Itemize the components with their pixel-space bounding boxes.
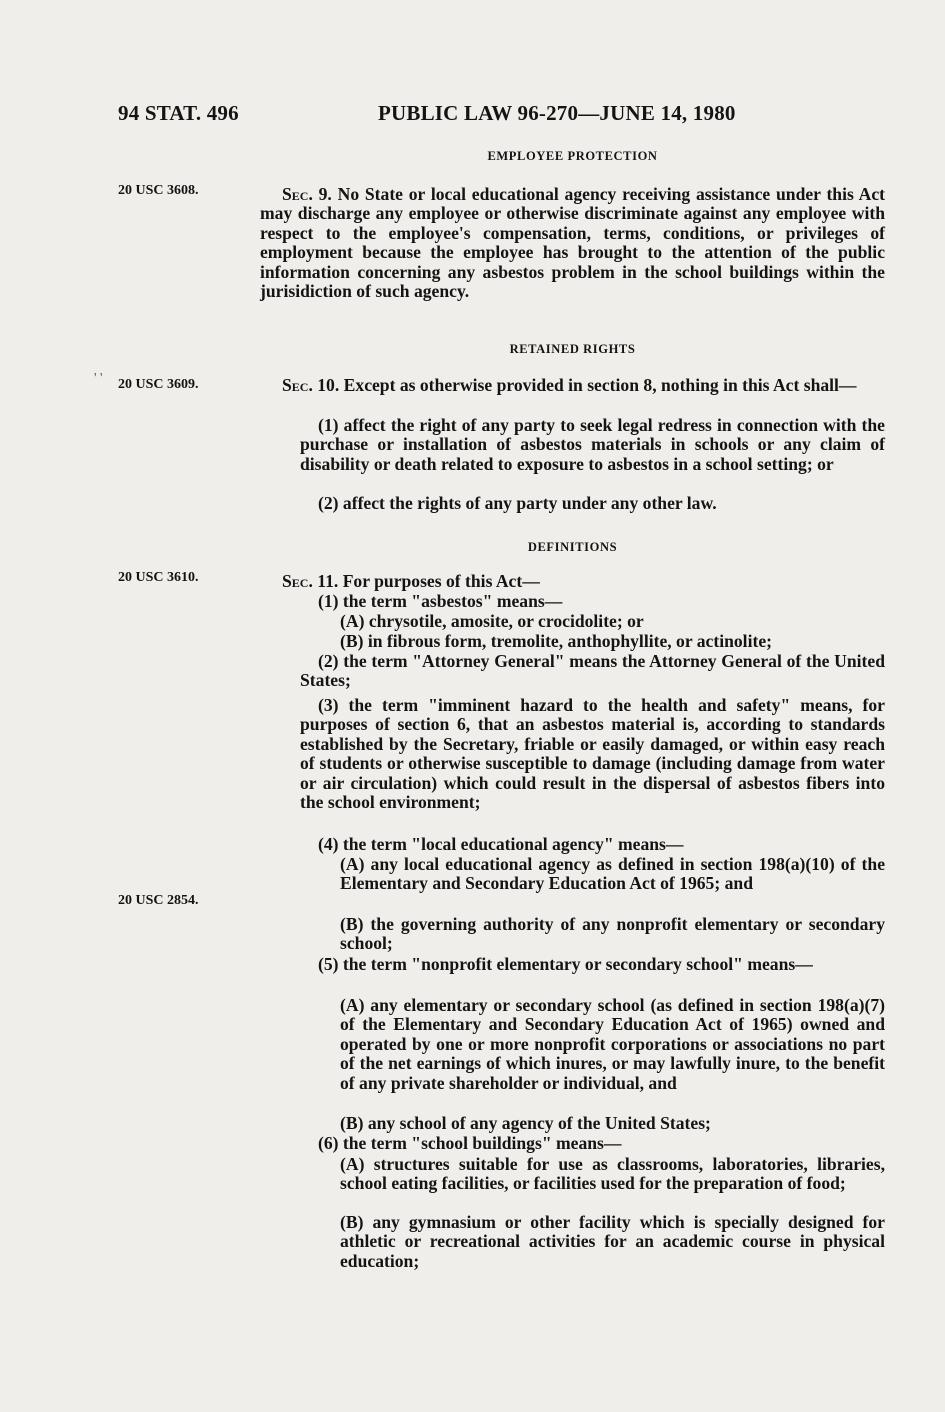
definition-4: (4) the term "local educational agency" means— [318,834,684,854]
margin-citation-sec10: 20 USC 3609. [118,377,199,392]
definition-5-b: (B) any school of any agency of the United States; [340,1113,711,1133]
section-11-intro-text: For purposes of this Act— [342,571,540,591]
definition-3: (3) the term "imminent hazard to the health and safety" means, for purposes of section 6, that an asbestos material is, according to standards established by the Secretary, friable or easily damaged, or within easy reach of students or otherwise susceptible to damage (including damage from water or air circulation) which could result in the dispersal of asbestos fibers into the school environment; [300,695,885,813]
definition-1-b: (B) in fibrous form, tremolite, anthophyllite, or actinolite; [340,631,772,651]
section-11-intro [282,572,885,591]
section-10-intro [260,376,885,395]
section-10-label: Sec. 10. [282,375,340,395]
section-9-text [260,185,885,301]
section-10-paragraph-1: (1) affect the right of any party to seek legal redress in connection with the purchase or installation of asbestos materials in schools or any claim of disability or death related to exposure to asbestos in a school setting; or [300,415,885,474]
section-heading-definitions: DEFINITIONS [527,540,618,554]
page-stat-citation: 94 STAT. 496 [118,101,239,125]
definition-5: (5) the term "nonprofit elementary or secondary school" means— [318,954,813,974]
margin-citation-2854: 20 USC 2854. [118,893,199,908]
section-heading-retained-rights: RETAINED RIGHTS [509,342,636,356]
definition-6-a: (A) structures suitable for use as classrooms, laboratories, libraries, school eating facilities, or facilities used for the preparation of food; [340,1154,885,1194]
definition-2: (2) the term "Attorney General" means the Attorney General of the United States; [300,651,885,691]
section-11-label: Sec. 11. [282,571,339,591]
section-10-paragraph-2: (2) affect the rights of any party under any other law. [318,493,717,513]
margin-mark: ' ' [94,371,103,386]
definition-6: (6) the term "school buildings" means— [318,1133,622,1153]
definition-4-b: (B) the governing authority of any nonprofit elementary or secondary school; [340,914,885,954]
definition-5-a: (A) any elementary or secondary school (as defined in section 198(a)(7) of the Elementary and Secondary Education Act of 1965) owned and operated by one or more nonprofit corporations or associations no part of the net earnings of which inures, or may lawfully inure, to the benefit of any private shareholder or individual, and [340,995,885,1093]
margin-citation-sec9: 20 USC 3608. [118,183,199,198]
definition-1-a: (A) chrysotile, amosite, or crocidolite; or [340,611,644,631]
section-10-intro-text: Except as otherwise provided in section 8, nothing in this Act shall— [343,375,857,395]
section-heading-employee-protection: EMPLOYEE PROTECTION [487,149,658,163]
section-9-label: Sec. 9. [282,184,332,204]
definition-1: (1) the term "asbestos" means— [318,591,563,611]
definition-6-b: (B) any gymnasium or other facility which is specially designed for athletic or recreational activities for an academic course in physical education; [340,1212,885,1271]
section-9-body: No State or local educational agency receiving assistance under this Act may discharge any employee or otherwise discriminate against any employee with respect to the employee's compensation, terms, conditions, or privileges of employment because the employee has brought to the attention of the public information concerning any asbestos problem in the school buildings within the jurisidiction of such agency. [260,184,885,302]
definition-4-a: (A) any local educational agency as defined in section 198(a)(10) of the Elementary and Secondary Education Act of 1965; and [340,854,885,894]
page-running-head: PUBLIC LAW 96-270—JUNE 14, 1980 [378,101,736,125]
margin-citation-sec11: 20 USC 3610. [118,570,199,585]
